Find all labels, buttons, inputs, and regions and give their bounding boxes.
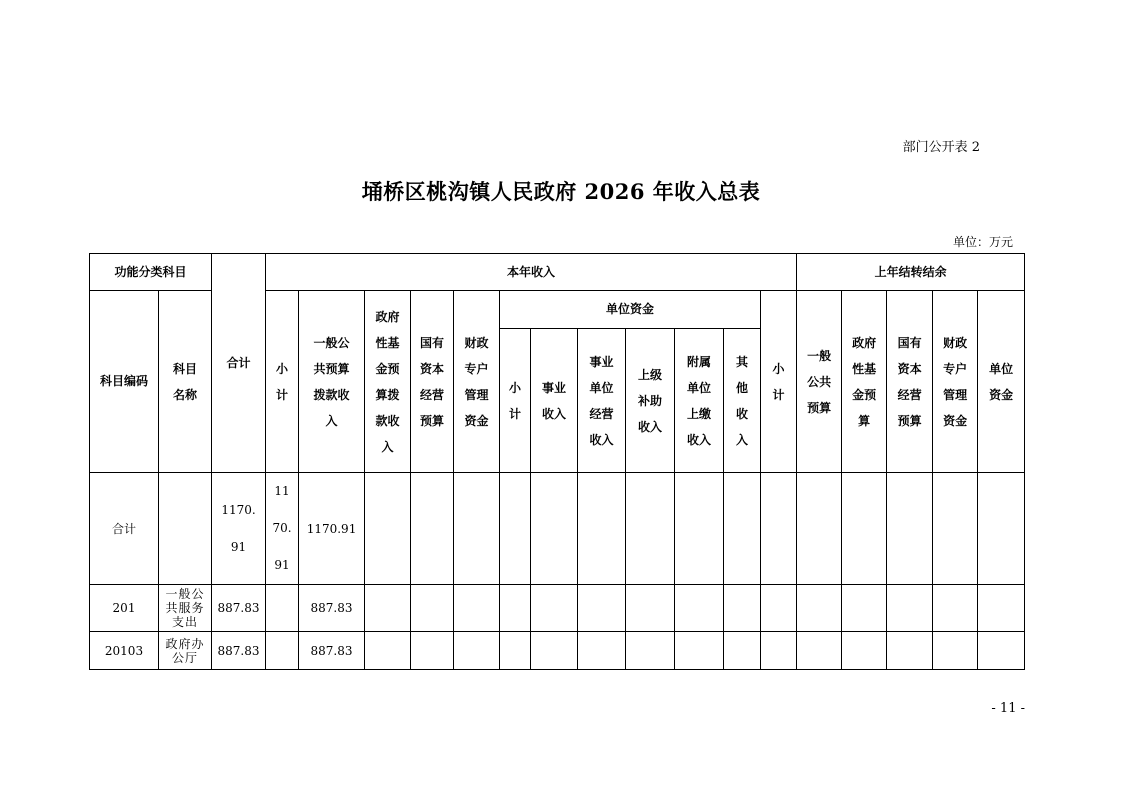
table-number-label: 部门公开表 2 [902, 140, 980, 155]
header-unit-funds: 单位资金 [500, 291, 761, 329]
header-business-income: 事业收入 [531, 329, 578, 473]
header-business-unit-operating: 事业单位经营收入 [578, 329, 626, 473]
header-affiliated-payment: 附属单位上缴收入 [675, 329, 724, 473]
header-carryover-unit-funds: 单位资金 [978, 291, 1025, 473]
header-state-capital: 国有资本经营预算 [411, 291, 454, 473]
row-name [159, 473, 212, 585]
row-code: 合计 [90, 473, 159, 585]
row-total: 887.83 [212, 632, 266, 670]
row-total: 887.83 [212, 585, 266, 632]
header-subtotal: 小计 [266, 291, 299, 473]
row-subtotal [266, 585, 299, 632]
row-subtotal: 1170.91 [266, 473, 299, 585]
header-subject-name: 科目名称 [159, 291, 212, 473]
row-code: 20103 [90, 632, 159, 670]
table-row [90, 585, 1025, 632]
row-total: 1170.91 [212, 473, 266, 585]
header-carryover-subtotal: 小计 [761, 291, 797, 473]
row-general-budget: 1170.91 [299, 473, 365, 585]
header-fiscal-special: 财政专户管理资金 [454, 291, 500, 473]
table-row [90, 473, 1025, 585]
income-summary-table [89, 253, 1025, 670]
row-general-budget: 887.83 [299, 585, 365, 632]
header-total: 合计 [212, 254, 266, 473]
header-superior-subsidy: 上级补助收入 [626, 329, 675, 473]
header-carryover-state-capital: 国有资本经营预算 [887, 291, 933, 473]
unit-label: 单位：万元 [952, 235, 1013, 249]
header-subject-code: 科目编码 [90, 291, 159, 473]
header-carryover-fiscal-special: 财政专户管理资金 [933, 291, 978, 473]
row-name: 一般公共服务支出 [159, 585, 212, 632]
page-number: - 11 - [991, 701, 1025, 716]
header-func-class: 功能分类科目 [90, 254, 212, 291]
header-general-budget-alloc: 一般公共预算拨款收入 [299, 291, 365, 473]
header-unit-subtotal: 小计 [500, 329, 531, 473]
row-general-budget: 887.83 [299, 632, 365, 670]
header-gov-fund-alloc: 政府性基金预算拨款收入 [365, 291, 411, 473]
table-row [90, 632, 1025, 670]
row-name: 政府办公厅 [159, 632, 212, 670]
header-carryover: 上年结转结余 [797, 254, 1025, 291]
row-subtotal [266, 632, 299, 670]
document-title: 埇桥区桃沟镇人民政府 2026 年收入总表 [361, 179, 761, 204]
header-carryover-general-budget: 一般公共预算 [797, 291, 842, 473]
row-code: 201 [90, 585, 159, 632]
header-other-income: 其他收入 [724, 329, 761, 473]
header-this-year: 本年收入 [266, 254, 797, 291]
header-carryover-gov-fund: 政府性基金预算 [842, 291, 887, 473]
